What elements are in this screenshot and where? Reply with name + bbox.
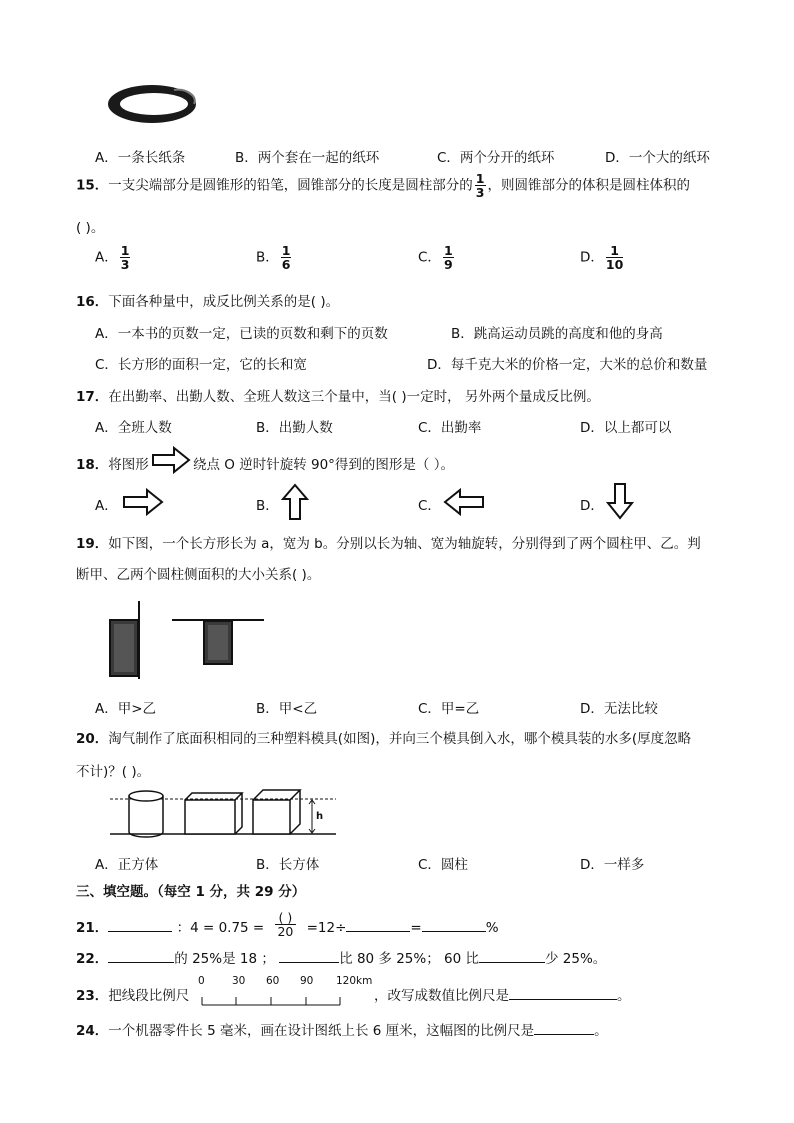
q18-option-d-label[interactable]: D． — [580, 498, 604, 514]
q20-stem-line2: 不计)？( )。 — [76, 764, 151, 780]
q16-text: 下面各种量中，成反比例关系的是( )。 — [108, 294, 340, 310]
option-fraction — [443, 244, 454, 271]
q14-option-d[interactable]: D．一个大的纸环 — [605, 150, 710, 166]
q24-text: 一个机器零件长 5 毫米，画在设计图纸上长 6 厘米，这幅图的比例尺是 — [108, 1023, 535, 1039]
q24-end: 。 — [594, 1023, 608, 1039]
q18-option-c-label[interactable]: C． — [418, 498, 441, 514]
q21-percent: % — [485, 920, 499, 936]
q15-text: 一支尖端部分是圆锥形的铅笔，圆锥部分的长度是圆柱部分的 — [108, 177, 473, 194]
q18-option-a-label[interactable]: A． — [95, 498, 118, 514]
option-label: D． — [580, 249, 604, 266]
q15-stem — [76, 172, 690, 199]
q21-number: 21． — [76, 920, 109, 936]
frac-denominator: 3 — [120, 257, 130, 272]
q22-line — [76, 947, 606, 967]
q15-option-b[interactable] — [256, 244, 293, 271]
frac-denominator: 3 — [475, 185, 485, 200]
q18-text: 将图形 — [108, 457, 149, 473]
arrow-right-icon — [152, 447, 190, 473]
q14-option-b[interactable]: B．两个套在一起的纸环 — [235, 150, 380, 166]
q22-blank-2[interactable] — [279, 949, 339, 963]
q21-blank-1[interactable] — [108, 918, 172, 932]
q16-stem — [76, 290, 339, 310]
frac-numerator: 1 — [120, 243, 130, 258]
q15-option-a[interactable] — [95, 244, 132, 271]
q21-fraction — [275, 911, 297, 938]
q23-number: 23． — [76, 988, 109, 1004]
rotating-rectangle-figure — [104, 599, 269, 681]
q15-text-after: ，则圆锥部分的体积是圆柱体积的 — [487, 177, 690, 194]
option-fraction — [606, 244, 623, 271]
q16-option-b[interactable]: B．跳高运动员跳的高度和他的身高 — [451, 326, 663, 342]
q17-option-d[interactable]: D．以上都可以 — [580, 420, 672, 436]
q16-option-a[interactable]: A．一本书的页数一定，已读的页数和剩下的页数 — [95, 326, 388, 342]
option-label: C． — [418, 249, 441, 266]
q19-option-a[interactable]: A．甲>乙 — [95, 701, 157, 717]
q20-option-c[interactable]: C．圆柱 — [418, 857, 468, 873]
q17-number: 17． — [76, 389, 109, 405]
paper-ring-image — [104, 82, 200, 128]
q15-fraction — [475, 172, 486, 199]
arrow-up-icon — [282, 484, 308, 520]
q23-blank[interactable] — [509, 986, 617, 1000]
q22-text-3: 少 25%。 — [544, 951, 607, 967]
scale-label-0: 0 — [198, 975, 205, 987]
q20-number: 20． — [76, 731, 109, 747]
q16-option-d[interactable]: D．每千克大米的价格一定，大米的总价和数量 — [427, 357, 708, 373]
q21-text-3: = — [410, 920, 422, 936]
q24-blank[interactable] — [534, 1021, 594, 1035]
q20-option-a[interactable]: A．正方体 — [95, 857, 159, 873]
q22-blank-3[interactable] — [479, 949, 545, 963]
q19-stem-line2: 断甲、乙两个圆柱侧面积的大小关系( )。 — [76, 567, 321, 583]
q18-number: 18． — [76, 457, 109, 473]
section-3-heading — [76, 880, 305, 900]
q19-stem-line1 — [76, 532, 701, 552]
scale-label-60: 60 — [266, 975, 280, 987]
section-note: （每空 1 分，共 29 分） — [157, 884, 306, 900]
frac-denominator: 20 — [277, 924, 294, 939]
q21-blank-3[interactable] — [422, 918, 486, 932]
frac-numerator: 1 — [606, 244, 623, 258]
q20-option-d[interactable]: D．一样多 — [580, 857, 645, 873]
q17-option-b[interactable]: B．出勤人数 — [256, 420, 333, 436]
q22-blank-1[interactable] — [108, 949, 174, 963]
q14-option-c[interactable]: C．两个分开的纸环 — [437, 150, 555, 166]
three-molds-figure — [108, 788, 338, 840]
q20-option-b[interactable]: B．长方体 — [256, 857, 320, 873]
q20-text: 淘气制作了底面积相同的三种塑料模具(如图)，并向三个模具倒入水，哪个模具装的水多(厚度忽略 — [108, 731, 692, 747]
q20-h-label: h — [316, 811, 324, 822]
q17-text: 在出勤率、出勤人数、全班人数这三个量中，当( )一定时， 另外两个量成反比例。 — [108, 389, 600, 405]
q24-line — [76, 1019, 608, 1039]
q15-option-d[interactable] — [580, 244, 625, 271]
frac-numerator: 1 — [475, 171, 485, 186]
q16-option-c[interactable]: C．长方形的面积一定，它的长和宽 — [95, 357, 307, 373]
scale-label-120km: 120km — [336, 975, 373, 987]
frac-numerator: 1 — [443, 243, 453, 258]
q19-option-d[interactable]: D．无法比较 — [580, 701, 658, 717]
scale-label-90: 90 — [300, 975, 314, 987]
q21-blank-2[interactable] — [346, 918, 410, 932]
q23-text-2: ，改写成数值比例尺是 — [374, 988, 509, 1004]
option-fraction — [120, 244, 131, 271]
q15-number: 15． — [76, 177, 109, 194]
frac-numerator[interactable]: ( ) — [275, 911, 297, 925]
scale-label-30: 30 — [232, 975, 246, 987]
q23-end: 。 — [617, 988, 631, 1004]
q23-stem — [76, 984, 189, 1004]
q23-tail — [374, 984, 631, 1004]
arrow-right-icon — [123, 489, 163, 515]
frac-denominator: 9 — [443, 257, 453, 272]
q14-option-a[interactable]: A．一条长纸条 — [95, 150, 186, 166]
arrow-down-icon — [607, 483, 633, 519]
q15-answer-paren: ( )。 — [76, 220, 105, 236]
q17-option-a[interactable]: A．全班人数 — [95, 420, 172, 436]
q19-option-c[interactable]: C．甲=乙 — [418, 701, 480, 717]
q18-number-text — [76, 453, 149, 473]
q19-text: 如下图，一个长方形长为 a，宽为 b。分别以长为轴、宽为轴旋转，分别得到了两个圆柱甲、乙。判 — [108, 536, 701, 552]
q15-option-c[interactable] — [418, 244, 456, 271]
frac-numerator: 1 — [281, 243, 291, 258]
q22-text-1: 的 25%是 18 ； — [174, 951, 275, 967]
option-label: B． — [256, 249, 279, 266]
q20-stem-line1 — [76, 727, 691, 747]
option-label: A． — [95, 249, 118, 266]
q18-option-b-label[interactable]: B． — [256, 498, 279, 514]
q21-line — [76, 911, 499, 938]
q21-text-2: =12÷ — [306, 920, 347, 936]
line-scale-bar — [200, 993, 345, 1007]
frac-denominator: 10 — [605, 257, 624, 272]
option-fraction — [281, 244, 292, 271]
frac-denominator: 6 — [281, 257, 291, 272]
q22-number: 22． — [76, 951, 109, 967]
q22-text-2: 比 80 多 25%； 60 比 — [339, 951, 479, 967]
section-title: 三、填空题。 — [76, 884, 157, 900]
q18-text-after: 绕点 O 逆时针旋转 90°得到的图形是（ ）。 — [193, 457, 454, 473]
arrow-left-icon — [444, 489, 484, 515]
q21-text: ：4 = 0.75 = — [176, 920, 265, 936]
q17-stem — [76, 385, 600, 405]
q19-option-b[interactable]: B．甲<乙 — [256, 701, 318, 717]
q23-text: 把线段比例尺 — [108, 988, 190, 1004]
q16-number: 16． — [76, 294, 109, 310]
q17-option-c[interactable]: C．出勤率 — [418, 420, 482, 436]
q19-number: 19． — [76, 536, 109, 552]
q24-number: 24． — [76, 1023, 109, 1039]
